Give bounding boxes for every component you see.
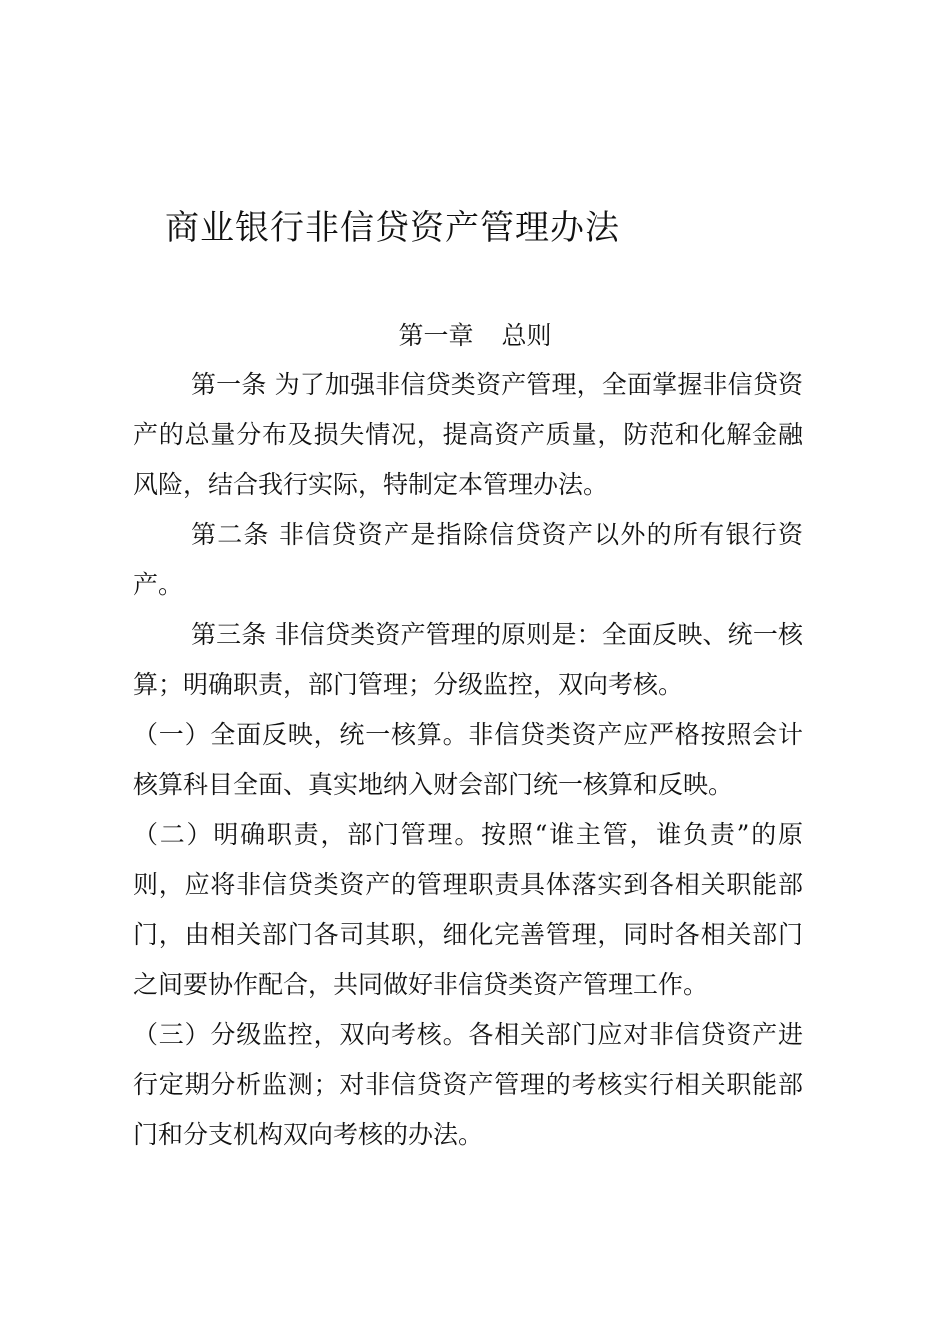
document-title: 商业银行非信贷资产管理办法 (165, 208, 620, 248)
article-3: 第三条 非信贷类资产管理的原则是：全面反映、统一核算；明确职责，部门管理；分级监控，双向考核。 (133, 620, 803, 699)
article-1: 第一条 为了加强非信贷类资产管理，全面掌握非信贷资产的总量分布及损失情况，提高资产质量，防范和化解金融风险，结合我行实际，特制定本管理办法。 (133, 370, 803, 499)
document-body (133, 360, 803, 1160)
chapter-number: 第一章 (398, 321, 474, 350)
chapter-name: 总则 (501, 321, 552, 350)
article-3-item-1: （一）全面反映，统一核算。非信贷类资产应严格按照会计核算科目全面、真实地纳入财会部门统一核算和反映。 (133, 720, 803, 799)
article-2: 第二条 非信贷资产是指除信贷资产以外的所有银行资产。 (133, 520, 803, 599)
article-3-item-2: （二）明确职责，部门管理。按照“谁主管，谁负责”的原则，应将非信贷类资产的管理职责具体落实到各相关职能部门，由相关部门各司其职，细化完善管理，同时各相关部门之间要协作配合，共同做好非信贷类资产管理工作。 (133, 820, 803, 999)
article-3-item-3: （三）分级监控，双向考核。各相关部门应对非信贷资产进行定期分析监测；对非信贷资产管理的考核实行相关职能部门和分支机构双向考核的办法。 (133, 1020, 803, 1149)
chapter-heading (0, 316, 950, 356)
